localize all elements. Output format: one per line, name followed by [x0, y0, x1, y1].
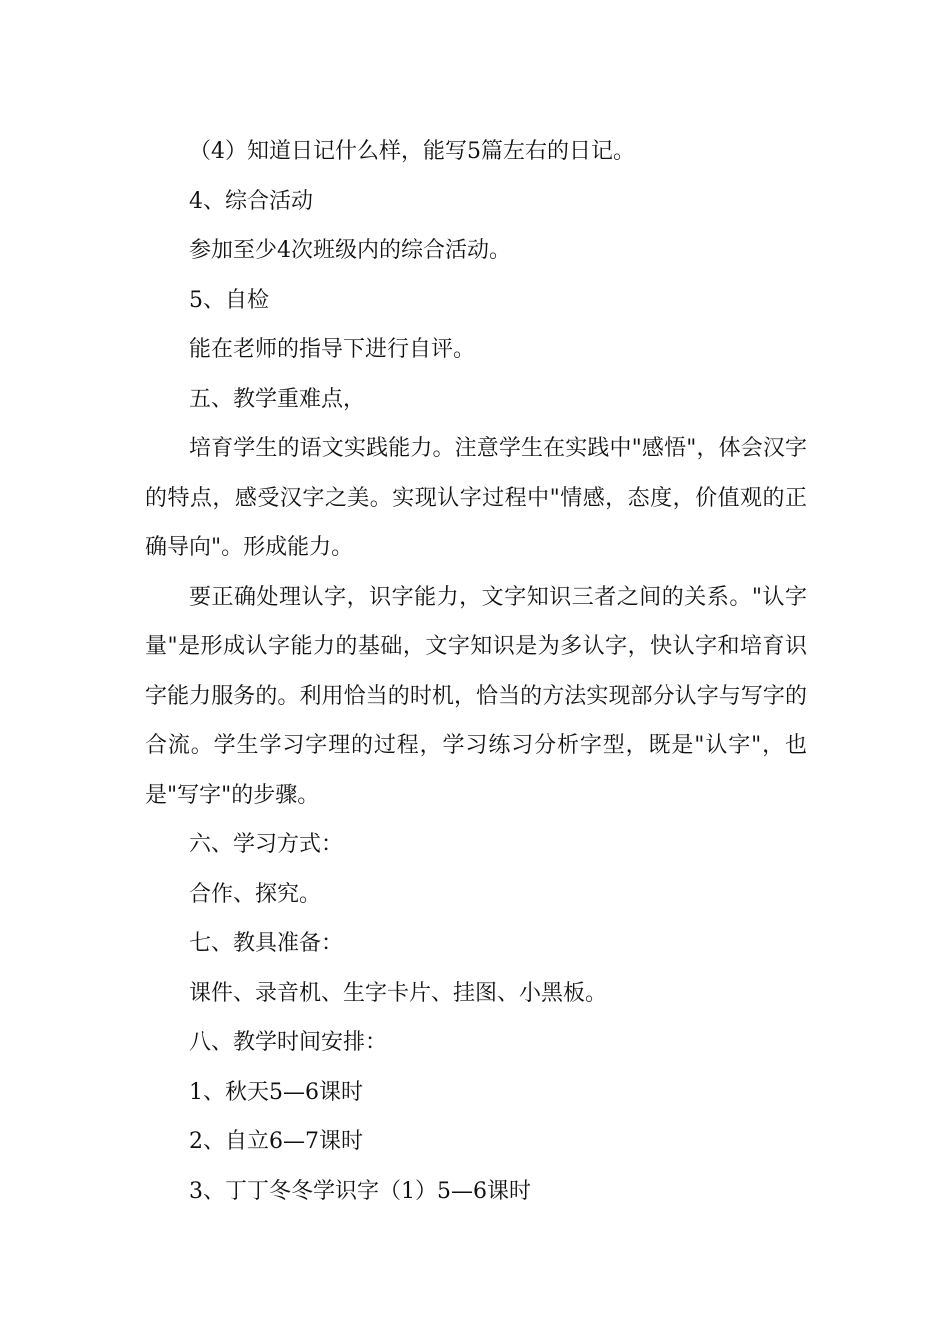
- heading-learning-method: 六、学习方式：: [189, 832, 344, 857]
- heading-self-check: 5、自检: [189, 287, 269, 313]
- heading-teaching-key-points: 五、教学重难点，: [189, 386, 366, 412]
- paragraph-activity-requirement: 参加至少4次班级内的综合活动。: [189, 238, 511, 263]
- paragraph-teaching-aids: 课件、录音机、生字卡片、挂图、小黑板。: [189, 980, 608, 1006]
- paragraph-learning-method: 合作、探究。: [189, 881, 322, 907]
- schedule-item-literacy: 3、丁丁冬冬学识字（1）5—6课时: [189, 1178, 531, 1204]
- schedule-item-independence: 2、自立6—7课时: [189, 1129, 363, 1154]
- schedule-item-autumn: 1、秋天5—6课时: [189, 1079, 363, 1105]
- heading-teaching-aids: 七、教具准备：: [189, 931, 344, 956]
- paragraph-diary-goal: （4）知道日记什么样，能写5篇左右的日记。: [189, 139, 635, 164]
- paragraph-self-evaluation: 能在老师的指导下进行自评。: [189, 337, 476, 362]
- paragraph-language-practice: 培育学生的语文实践能力。注意学生在实践中"感悟"，体会汉字的特点，感受汉字之美。实现认字过程中"情感，态度，价值观的正确导向"。形成能力。: [145, 436, 807, 560]
- heading-comprehensive-activity: 4、综合活动: [189, 188, 313, 214]
- document-body: [145, 127, 807, 1216]
- heading-schedule: 八、教学时间安排：: [189, 1030, 388, 1055]
- paragraph-character-recognition: 要正确处理认字，识字能力，文字知识三者之间的关系。"认字量"是形成认字能力的基础，文字知识是为多认字，快认字和培育识字能力服务的。利用恰当的时机，恰当的方法实现部分认字与写字的合流。学生学习字理的过程，学习练习分析字型，既是"认字"，也是"写字"的步骤。: [145, 584, 807, 808]
